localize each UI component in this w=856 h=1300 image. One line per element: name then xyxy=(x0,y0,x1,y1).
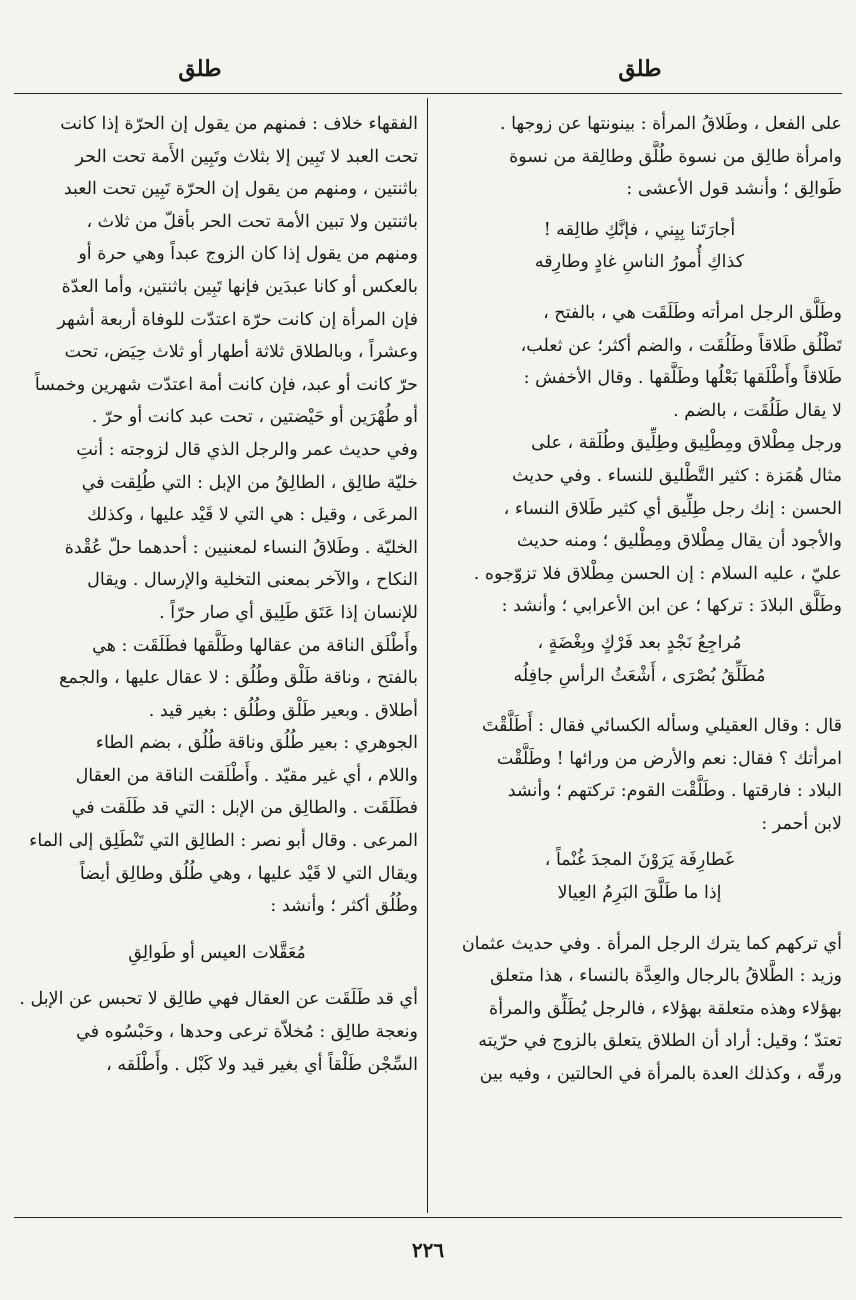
text-line: بهؤلاء وهذه متعلقة بهؤلاء ، فالرجل يُطَلِّق والمرأة xyxy=(489,998,842,1019)
text-line: حرّ كانت أو عبد، فإن كانت أمة اعتدّت شهرين وخمساً xyxy=(34,374,418,395)
text-line: أي قد طَلَقَت عن العقال فهي طالِق لا تحبس عن الإبل . xyxy=(19,989,418,1010)
text-line: المرعَى ، وقيل : هي التي لا قَيْد عليها ، وكذلك xyxy=(87,505,418,526)
text-line: ويقال التي لا قَيْد عليها ، وهي طُلُق وطالِق أيضاً xyxy=(79,863,418,884)
text-line: مثال هُمَزة : كثير التَّطْليق للنساء . وفي حديث xyxy=(512,465,842,486)
verse-line: إذا ما طَلَّقَ البَرِمُ العِيالا xyxy=(557,883,722,904)
text-line: واللام ، أي غير مقيّد . وأَطْلَقت الناقة من العقال xyxy=(75,765,418,786)
text-line: أي تركهم كما يترك الرجل المرأة . وفي حديث عثمان xyxy=(461,933,842,954)
text-line: خليّة طالِق ، الطالِقُ من الإبل : التي طُلِقت في xyxy=(81,472,418,493)
text-line: لابن أحمر : xyxy=(761,813,842,834)
text-line: وطُلُق أكثر ؛ وأنشد : xyxy=(270,896,418,917)
text-line: تَطْلُق طَلاقاً وطَلُقَت ، والضم أكثر؛ عن ثعلب، xyxy=(520,335,842,356)
text-line: ورجل مِطْلاق ومِطْلِيق وطِلِّيق وطُلَقة ، على xyxy=(531,433,842,454)
right-column xyxy=(437,108,842,1091)
text-line: والأجود أن يقال مِطْلاق ومِطْليق ؛ ومنه حديث xyxy=(516,531,842,552)
text-line: وأَطْلَق الناقة من عقالها وطَلَّقها فطَلَقَت : هي xyxy=(92,635,418,656)
text-line: وطَلَّق البلادَ : تركها ؛ عن ابن الأعرابي ؛ وأنشد : xyxy=(501,596,842,617)
text-line: فطَلَقَت . والطالِق من الإبل : التي قد طَلَقت في xyxy=(71,798,418,819)
text-line: الحسن : إنك رجل طِلِّيق أي كثير طَلاق النساء ، xyxy=(503,498,842,519)
verse-line: أجارَتَنا بِيِني ، فإنَّكِ طالِقه ! xyxy=(543,219,736,240)
text-line: السِّجْن طَلْقاً أي بغير قيد ولا كَبْل . وأَطْلَقه ، xyxy=(106,1054,418,1075)
text-line: الفقهاء خلاف : فمنهم من يقول إن الحرّة إذا كانت xyxy=(60,114,418,134)
text-line: وعشراً ، وبالطلاق ثلاثة أطهار أو ثلاث حِيَض، تحت xyxy=(64,342,418,363)
text-line: لا يقال طَلُقَت ، بالضم . xyxy=(673,400,842,421)
text-line: وفي حديث عمر والرجل الذي قال لزوجته : أنتِ xyxy=(76,439,418,460)
text-line: النكاح ، والآخر بمعنى التخلية والإرسال . ويقال xyxy=(87,570,418,591)
verse-line: كذاكِ أُمورُ الناسِ غادٍ وطارِقه xyxy=(534,252,745,273)
text-line: باثنتين ولا تبين الأمة تحت الحر بأقلّ من ثلاث ، xyxy=(86,211,418,232)
verse-line: غَطارِفَة يَرَوْنَ المجدَ غُنْماً ، xyxy=(544,850,735,871)
verse-line: مُعَقَّلات العيس أو طَوالِقِ xyxy=(128,942,306,963)
text-line: طَوالِق ؛ وأنشد قول الأعشى : xyxy=(626,179,842,200)
text-line: ورقّه ، وكذلك العدة بالمرأة في الحالتين ، وفيه بين xyxy=(479,1064,842,1085)
left-column xyxy=(16,108,418,1081)
text-line: أو طُهْرَين أو حَيْضتين ، تحت عبد كانت أو حرّ . xyxy=(91,407,418,428)
column-divider xyxy=(427,98,428,1213)
spacer xyxy=(437,692,842,710)
text-line: بالعكس أو كانا عبدَين فإنها تَبِين باثنتين، وأما العدّة xyxy=(61,276,418,297)
text-line: طَلاقاً وأَطْلَقها بَعْلُها وطَلَّقها . وقال الأخفش : xyxy=(523,368,842,389)
header-word-right: طلق xyxy=(618,56,662,82)
top-rule xyxy=(14,93,842,94)
header-word-left: طلق xyxy=(178,56,222,82)
text-line: وامرأة طالِق من نسوة طُلَّق وطالِقة من نسوة xyxy=(509,146,842,167)
text-line: عليّ ، عليه السلام : إن الحسن مِطْلاق فلا تزوّجوه . xyxy=(473,563,842,584)
text-line: أطلاق . وبعير طَلْق وطُلُق : بغير قيد . xyxy=(148,700,418,721)
text-line: فإن المرأة إن كانت حرّة اعتدّت للوفاة أربعة أشهر xyxy=(57,309,418,330)
text-line: وطَلَّق الرجل امرأته وطَلَقَت هي ، بالفتح ، xyxy=(543,302,842,323)
text-line: الخليّة . وطَلاقُ النساء لمعنيين : أحدهما حلّ عُقْدة xyxy=(64,537,418,558)
verse-line: مُراجِعُ نَجْدٍ بعد فَرْكٍ وبِغْضَةٍ ، xyxy=(537,632,742,653)
text-line: البلاد : فارقتها . وطَلَّقْت القوم: تركتهم ؛ وأنشد xyxy=(507,781,842,802)
spacer xyxy=(437,279,842,297)
text-line: ونعجة طالِق : مُخلاّة ترعى وحدها ، وحَبْسُوه في xyxy=(76,1022,418,1043)
verse-line: مُطَلِّقُ بُصْرَى ، أَشْعَثُ الرأسِ جافِلُه xyxy=(513,665,766,686)
text-line: امرأتك ؟ فقال: نعم والأرض من ورائها ! وطَلَّقْت xyxy=(496,748,842,769)
page-number: ٢٢٦ xyxy=(411,1238,445,1262)
text-line: قال : وقال العقيلي وسأله الكسائي فقال : أَطَلَّقْتَ xyxy=(481,716,842,737)
text-line: المرعى . وقال أبو نصر : الطالِق التي تَنْطَلِق إلى الماء xyxy=(29,831,418,852)
text-line: باثنتين ، ومنهم من يقول إن الحرّة تَبِين تحت العبد xyxy=(63,179,418,200)
spacer xyxy=(437,910,842,928)
text-line: الجوهري : بعير طُلُق وناقة طُلُق ، بضم الطاء xyxy=(95,733,418,754)
text-line: ومنهم من يقول إذا كان الزوج عبداً وهي حرة أو xyxy=(78,244,418,265)
bottom-rule xyxy=(14,1217,842,1218)
text-line: على الفعل ، وطَلاقُ المرأة : بينونتها عن زوجها . xyxy=(499,114,842,134)
text-line: بالفتح ، وناقة طَلْق وطُلُق : لا عقال عليها ، والجمع xyxy=(59,668,418,689)
text-line: للإنسان إذا عَتَق طَلِيق أي صار حرّاً . xyxy=(159,602,418,623)
text-line: تحت العبد لا تَبِين إلا بثلاث وتَبِين الأَمة تحت الحر xyxy=(75,146,418,167)
text-line: تعتدّ ؛ وقيل: أراد أن الطلاق يتعلق بالزوج في حرّيته xyxy=(478,1031,842,1052)
text-line: وزيد : الطَّلاقُ بالرجال والعِدَّة بالنساء ، هذا متعلق xyxy=(490,966,842,987)
